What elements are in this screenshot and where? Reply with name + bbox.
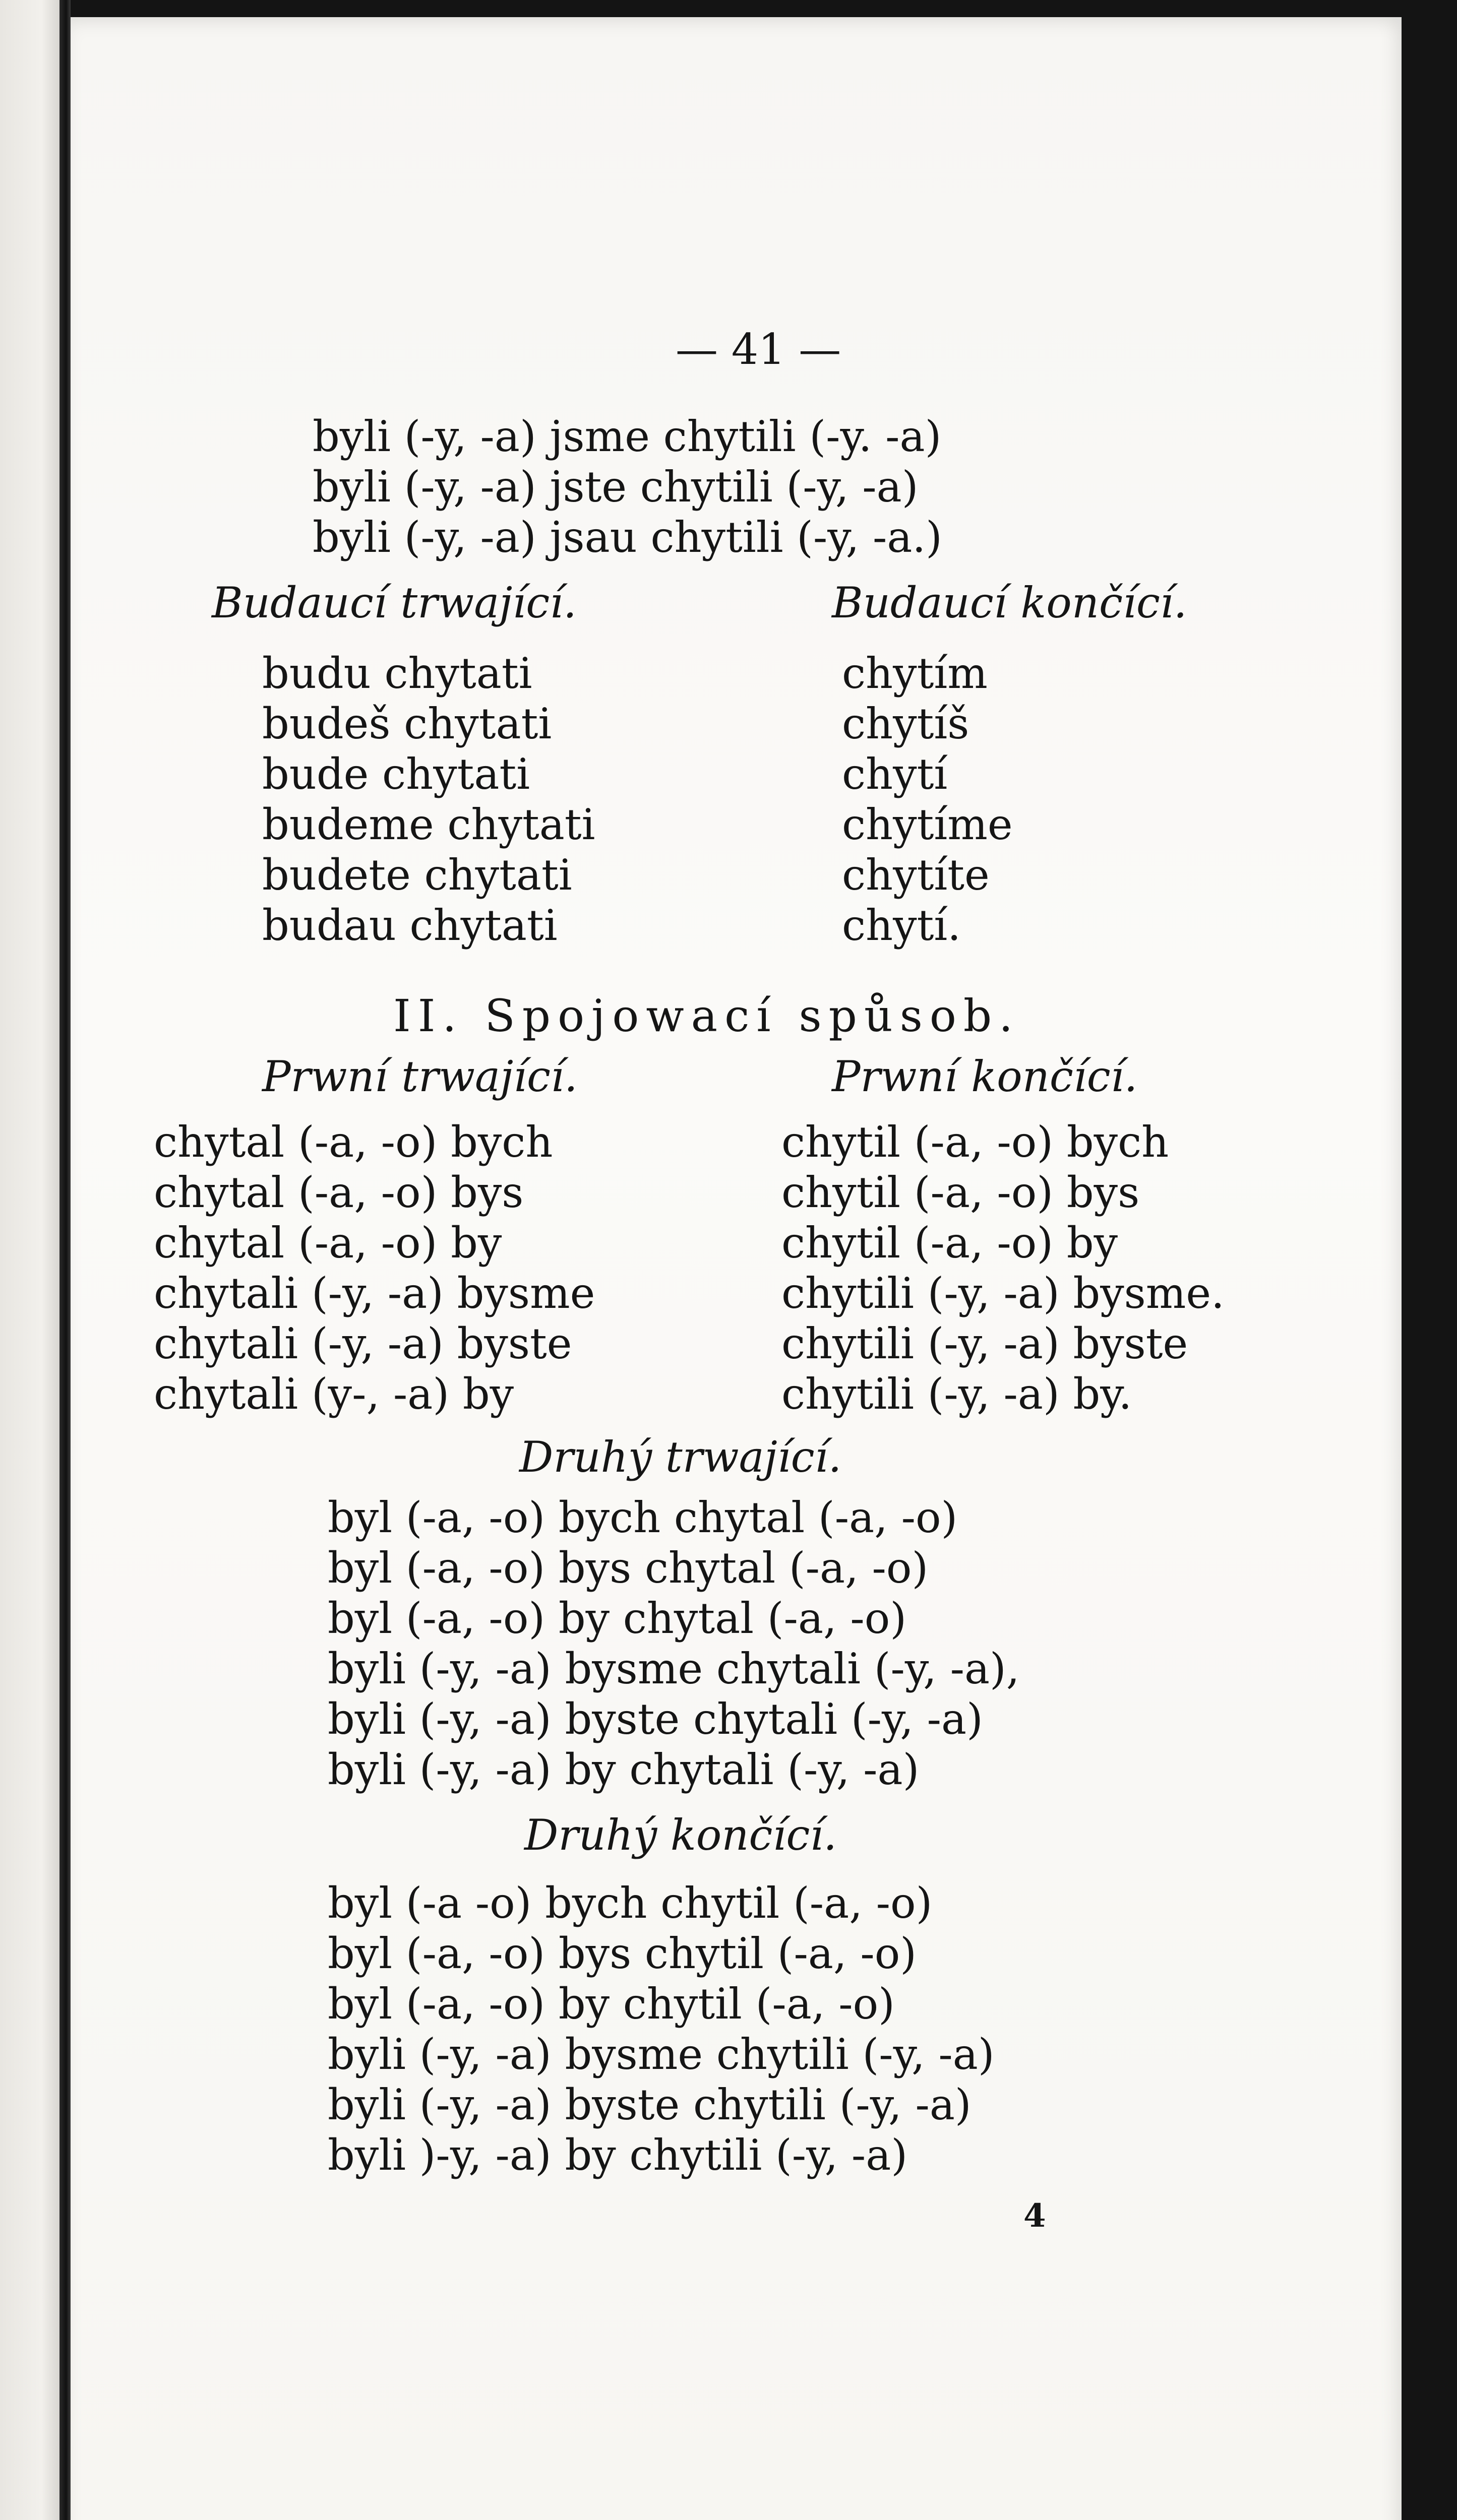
future-right-5: chytíte: [842, 850, 990, 900]
second-durative-1: byl (-a, -o) bych chytal (-a, -o): [328, 1493, 958, 1542]
previous-page-edge: [0, 0, 59, 2520]
future-right-4: chytíme: [842, 800, 1013, 849]
first-perfective-title: Prwní končící.: [832, 1052, 1138, 1101]
top-line-3: byli (-y, -a) jsau chytili (-y, -a.): [313, 513, 942, 562]
second-durative-5: byli (-y, -a) byste chytali (-y, -a): [328, 1694, 983, 1744]
signature-mark: 4: [1023, 2197, 1046, 2235]
first-right-1: chytil (-a, -o) bych: [781, 1117, 1169, 1167]
first-left-3: chytal (-a, -o) by: [154, 1218, 502, 1268]
book-gutter: [59, 0, 71, 2520]
first-left-6: chytali (y-, -a) by: [154, 1369, 514, 1419]
first-right-2: chytil (-a, -o) bys: [781, 1168, 1140, 1217]
first-right-4: chytili (-y, -a) bysme.: [781, 1269, 1225, 1318]
second-durative-4: byli (-y, -a) bysme chytali (-y, -a),: [328, 1644, 1020, 1693]
future-left-2: budeš chytati: [262, 699, 552, 748]
second-perfective-2: byl (-a, -o) bys chytil (-a, -o): [328, 1929, 917, 1978]
second-perfective-1: byl (-a -o) bych chytil (-a, -o): [328, 1878, 933, 1928]
second-durative-2: byl (-a, -o) bys chytal (-a, -o): [328, 1543, 929, 1593]
section-heading: II. Spojowací spůsob.: [393, 990, 1020, 1042]
second-perfective-title: Druhý končící.: [524, 1810, 837, 1860]
future-left-3: bude chytati: [262, 749, 530, 799]
future-perfective-title: Budaucí končící.: [832, 578, 1187, 627]
future-left-4: budeme chytati: [262, 800, 595, 849]
first-right-6: chytili (-y, -a) by.: [781, 1369, 1132, 1419]
future-right-6: chytí.: [842, 901, 961, 950]
second-perfective-3: byl (-a, -o) by chytil (-a, -o): [328, 1979, 895, 2029]
page-number: — 41 —: [676, 325, 841, 374]
second-durative-3: byl (-a, -o) by chytal (-a, -o): [328, 1594, 907, 1643]
first-right-3: chytil (-a, -o) by: [781, 1218, 1118, 1268]
second-durative-title: Druhý trwající.: [519, 1432, 842, 1482]
future-left-5: budete chytati: [262, 850, 572, 900]
second-perfective-4: byli (-y, -a) bysme chytili (-y, -a): [328, 2030, 995, 2079]
future-durative-title: Budaucí trwající.: [212, 578, 577, 627]
top-line-2: byli (-y, -a) jste chytili (-y, -a): [313, 462, 919, 512]
first-left-1: chytal (-a, -o) bych: [154, 1117, 553, 1167]
future-right-1: chytím: [842, 649, 988, 698]
future-right-3: chytí: [842, 749, 948, 799]
book-page: [71, 17, 1402, 2520]
second-durative-6: byli (-y, -a) by chytali (-y, -a): [328, 1745, 920, 1794]
first-left-2: chytal (-a, -o) bys: [154, 1168, 524, 1217]
first-left-5: chytali (-y, -a) byste: [154, 1319, 572, 1368]
top-line-1: byli (-y, -a) jsme chytili (-y. -a): [313, 412, 942, 461]
first-durative-title: Prwní trwající.: [262, 1052, 578, 1101]
second-perfective-6: byli )-y, -a) by chytili (-y, -a): [328, 2130, 908, 2180]
first-left-4: chytali (-y, -a) bysme: [154, 1269, 595, 1318]
future-right-2: chytíš: [842, 699, 969, 748]
future-left-6: budau chytati: [262, 901, 558, 950]
second-perfective-5: byli (-y, -a) byste chytili (-y, -a): [328, 2080, 972, 2129]
future-left-1: budu chytati: [262, 649, 532, 698]
first-right-5: chytili (-y, -a) byste: [781, 1319, 1188, 1368]
